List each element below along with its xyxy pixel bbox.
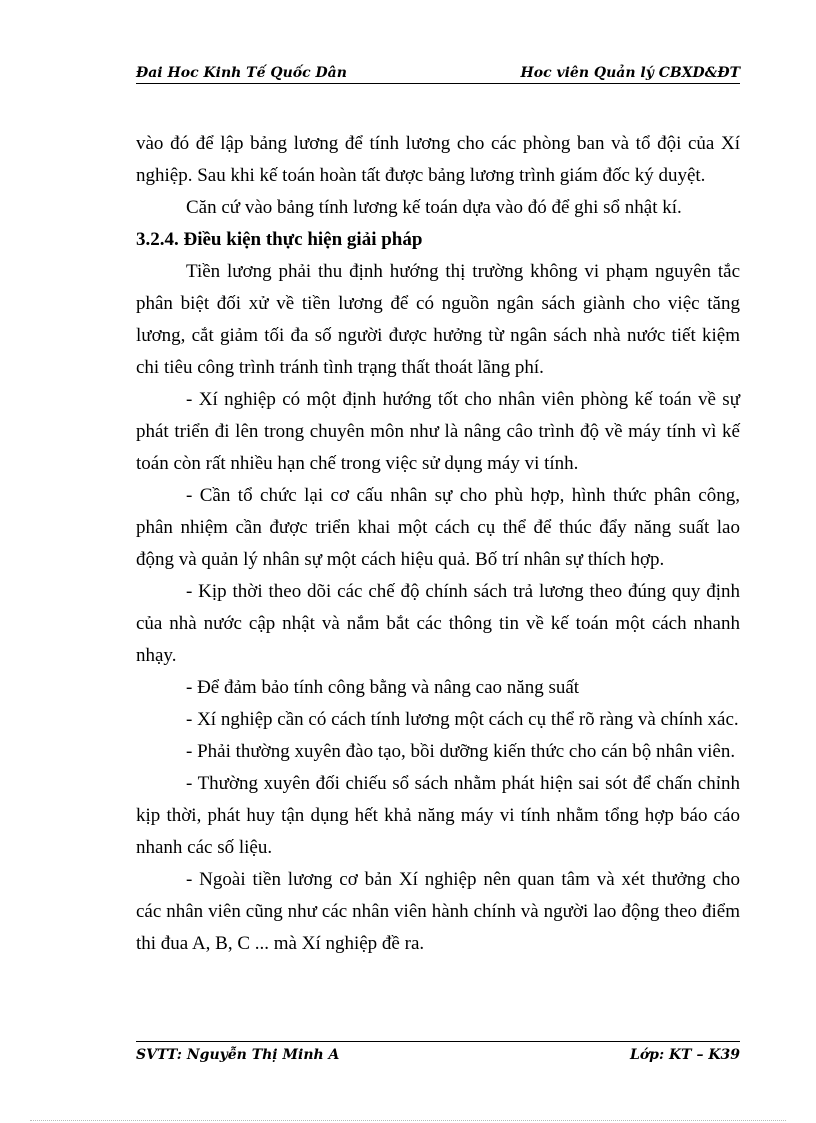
bullet-1: - Xí nghiệp có một định hướng tốt cho nhân viên phòng kế toán về sự phát triển đi lên trong chuyên môn như là nâng câo trình độ về máy tính vì kế toán còn rất nhiều hạn chế trong việc sử dụng máy vi tính. [136, 389, 740, 474]
bullet-5: - Xí nghiệp cần có cách tính lương một cách cụ thể rõ ràng và chính xác. [186, 709, 739, 730]
paragraph-2: Căn cứ vào bảng tính lương kế toán dựa vào đó để ghi sổ nhật kí. [186, 197, 682, 218]
bullet-3: - Kịp thời theo dõi các chế độ chính sách trả lương theo đúng quy định của nhà nước cập nhật và nắm bắt các thông tin về kế toán một cách nhanh nhạy. [136, 581, 740, 666]
section-heading: 3.2.4. Điều kiện thực hiện giải pháp [136, 229, 423, 250]
bullet-7: - Thường xuyên đối chiếu sổ sách nhằm phát hiện sai sót để chấn chỉnh kịp thời, phát huy tận dụng hết khả năng máy vi tính nhằm tổng hợp báo cáo nhanh các số liệu. [136, 773, 740, 858]
bullet-6: - Phải thường xuyên đào tạo, bồi dưỡng kiến thức cho cán bộ nhân viên. [186, 741, 736, 762]
page-edge-divider [30, 1120, 786, 1121]
page-footer [136, 1041, 740, 1064]
page-header [136, 63, 740, 84]
bullet-4: - Để đảm bảo tính công bằng và nâng cao năng suất [186, 677, 580, 698]
bullet-8: - Ngoài tiền lương cơ bản Xí nghiệp nên quan tâm và xét thưởng cho các nhân viên cũng như các nhân viên hành chính và người lao động theo điểm thi đua A, B, C ... mà Xí nghiệp đề ra. [136, 869, 740, 954]
paragraph-3: Tiền lương phải thu định hướng thị trường không vi phạm nguyên tắc phân biệt đối xử về tiền lương để có nguồn ngân sách giành cho việc tăng lương, cắt giảm tối đa số người được hưởng từ ngân sách nhà nước tiết kiệm chi tiêu công trình tránh tình trạng thất thoát lãng phí. [136, 261, 740, 378]
bullet-2: - Cần tổ chức lại cơ cấu nhân sự cho phù hợp, hình thức phân công, phân nhiệm cần được triển khai một cách cụ thể để thúc đẩy năng suất lao động và quản lý nhân sự một cách hiệu quả. Bố trí nhân sự thích hợp. [136, 485, 740, 570]
paragraph-1: vào đó để lập bảng lương để tính lương cho các phòng ban và tổ đội của Xí nghiệp. Sau khi kế toán hoàn tất được bảng lương trình giám đốc ký duyệt. [136, 133, 740, 186]
footer-student: SVTT: Nguyễn Thị Minh A [136, 1047, 340, 1063]
footer-class: Lớp: KT – K39 [630, 1047, 740, 1063]
header-university: Đai Hoc Kinh Tế Quốc Dân [136, 65, 347, 81]
header-institute: Hoc viên Quản lý CBXD&ĐT [520, 65, 740, 81]
document-body [136, 128, 740, 960]
